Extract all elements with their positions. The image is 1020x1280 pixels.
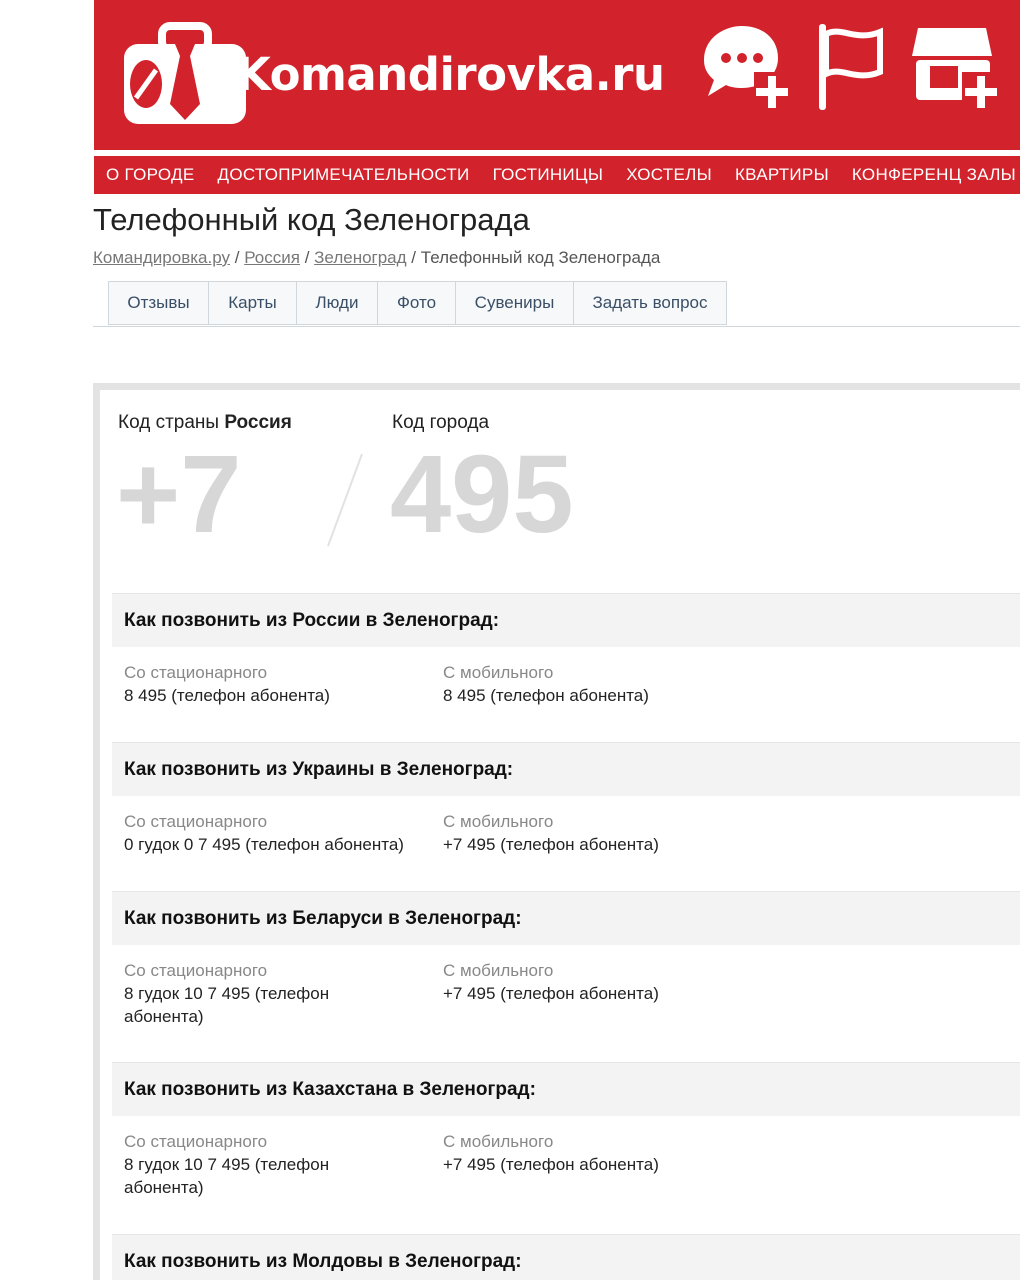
landline-label: Со стационарного	[124, 961, 268, 980]
section-heading-moldova: Как позвонить из Молдовы в Зеленоград:	[112, 1234, 1020, 1280]
mobile-info-russia	[443, 661, 743, 707]
country-name: Россия	[224, 412, 292, 433]
landline-info-ukraine	[124, 810, 424, 856]
landline-value: 8 гудок 10 7 495 (телефон абонента)	[124, 984, 330, 1026]
section-heading-russia: Как позвонить из России в Зеленоград:	[112, 593, 1020, 647]
nav-item-sights[interactable]: ДОСТОПРИМЕЧАТЕЛЬНОСТИ	[217, 165, 470, 184]
mobile-value: +7 495 (телефон абонента)	[443, 1155, 659, 1174]
header-banner	[94, 0, 1020, 150]
breadcrumb-link-home[interactable]: Командировка.ру	[93, 248, 230, 267]
nav-item-conference-halls[interactable]: КОНФЕРЕНЦ ЗАЛЫ	[851, 165, 1017, 184]
briefcase-tie-icon	[122, 22, 248, 126]
section-heading-ukraine: Как позвонить из Украины в Зеленоград:	[112, 742, 1020, 796]
landline-value: 8 495 (телефон абонента)	[124, 686, 330, 705]
country-code-label	[118, 412, 292, 434]
mobile-info-belarus	[443, 959, 743, 1005]
section-heading-kazakhstan: Как позвонить из Казахстана в Зеленоград:	[112, 1062, 1020, 1116]
landline-label: Со стационарного	[124, 812, 268, 831]
tab-reviews[interactable]: Отзывы	[108, 281, 208, 325]
tab-ask-question[interactable]: Задать вопрос	[573, 281, 727, 325]
breadcrumb-separator: /	[304, 248, 310, 267]
mobile-info-kazakhstan	[443, 1130, 743, 1176]
landline-value: 8 гудок 10 7 495 (телефон абонента)	[124, 1155, 330, 1197]
country-code-value: +7	[116, 433, 242, 556]
landline-info-russia	[124, 661, 424, 707]
nav-item-hostels[interactable]: ХОСТЕЛЫ	[626, 165, 712, 184]
shop-add-icon[interactable]	[910, 20, 1000, 112]
breadcrumb-separator: /	[411, 248, 417, 267]
landline-value: 0 гудок 0 7 495 (телефон абонента)	[124, 835, 404, 854]
nav-item-hotels[interactable]: ГОСТИНИЦЫ	[492, 165, 604, 184]
page-title: Телефонный код Зеленограда	[93, 202, 530, 237]
flag-icon[interactable]	[816, 20, 886, 112]
mobile-label: С мобильного	[443, 961, 554, 980]
landline-label: Со стационарного	[124, 1132, 268, 1151]
tab-people[interactable]: Люди	[296, 281, 377, 325]
landline-label: Со стационарного	[124, 663, 268, 682]
mobile-label: С мобильного	[443, 812, 554, 831]
breadcrumb-separator: /	[234, 248, 240, 267]
mobile-value: +7 495 (телефон абонента)	[443, 835, 659, 854]
nav-item-apartments[interactable]: КВАРТИРЫ	[734, 165, 829, 184]
landline-info-kazakhstan	[124, 1130, 354, 1199]
logo-text: Komandirovka.ru	[236, 47, 665, 101]
country-code-caption: Код страны	[118, 412, 220, 433]
mobile-label: С мобильного	[443, 1132, 554, 1151]
city-code-value: 495	[390, 433, 574, 556]
city-code-label: Код города	[392, 412, 490, 433]
mobile-value: +7 495 (телефон абонента)	[443, 984, 659, 1003]
chat-add-icon[interactable]	[698, 20, 790, 112]
mobile-label: С мобильного	[443, 663, 554, 682]
tab-souvenirs[interactable]: Сувениры	[455, 281, 573, 325]
nav-item-about-city[interactable]: О ГОРОДЕ	[106, 165, 195, 184]
main-nav	[94, 156, 1020, 194]
site-logo[interactable]	[122, 22, 664, 126]
code-divider-slash	[320, 450, 370, 550]
tab-bar	[108, 281, 727, 327]
mobile-info-ukraine	[443, 810, 743, 856]
mobile-value: 8 495 (телефон абонента)	[443, 686, 649, 705]
tab-maps[interactable]: Карты	[208, 281, 296, 325]
tab-photo[interactable]: Фото	[377, 281, 455, 325]
landline-info-belarus	[124, 959, 354, 1028]
breadcrumb-link-country[interactable]: Россия	[244, 248, 300, 267]
breadcrumb	[93, 248, 660, 268]
breadcrumb-current: Телефонный код Зеленограда	[420, 248, 661, 267]
section-heading-belarus: Как позвонить из Беларуси в Зеленоград:	[112, 891, 1020, 945]
breadcrumb-link-city[interactable]: Зеленоград	[314, 248, 407, 267]
